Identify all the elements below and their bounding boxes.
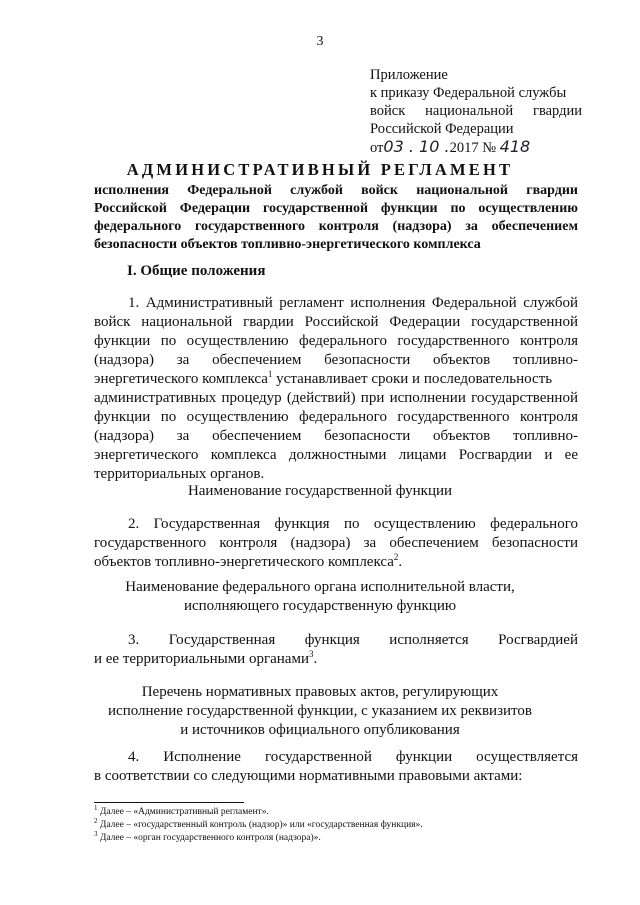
paragraph-line: 2. Государственная функция по осуществлению федерального: [128, 516, 578, 532]
paragraph-line: административных процедур (действий) при исполнении государственной: [94, 390, 578, 406]
subtitle-line: федерального государственного контроля (надзора) за обеспечением: [94, 219, 578, 234]
heading-line: исполняющего государственную функцию: [183, 598, 457, 614]
paragraph-line: энергетического комплекса должностными лицами Росгвардии и ее: [94, 447, 578, 463]
appendix-block: [370, 66, 582, 157]
line-text: и ее территориальными органами: [94, 651, 309, 667]
paragraph-line: государственного контроля (надзора) за обеспечением безопасности: [94, 535, 578, 551]
line-text: объектов топливно-энергетического комплекса: [94, 554, 394, 570]
heading-line: и источников официального опубликования: [180, 722, 460, 738]
paragraph-line: [94, 553, 578, 572]
subtitle-line: безопасности объектов топливно-энергетического комплекса: [94, 237, 481, 252]
paragraph-line: 4. Исполнение государственной функции осуществляется: [128, 749, 578, 765]
footnote-number: 3: [94, 829, 98, 838]
footnote-ref: 2: [393, 552, 399, 562]
date-prefix: от: [370, 140, 384, 156]
appendix-line: к приказу Федеральной службы: [370, 85, 567, 101]
paragraph-line: территориальных органов.: [94, 466, 265, 482]
heading-authority: [0, 578, 640, 616]
document-title: АДМИНИСТРАТИВНЫЙ РЕГЛАМЕНТ: [126, 160, 514, 179]
paragraph-line: 3. Государственная функция исполняется Росгвардией: [128, 632, 578, 648]
footnote-ref: 1: [267, 369, 273, 379]
footnote-number: 2: [94, 816, 98, 825]
footnote-separator: [94, 802, 244, 803]
footnote-number: 1: [94, 803, 98, 812]
date-year: 2017 №: [449, 140, 497, 156]
paragraph-1: [94, 294, 578, 484]
line-tail: устанавливает сроки и последовательность: [276, 371, 553, 387]
heading-line: исполнение государственной функции, с указанием их реквизитов: [108, 703, 532, 719]
footnote: [94, 829, 321, 844]
appendix-line: Российской Федерации: [370, 121, 514, 137]
heading-function-name: Наименование государственной функции: [187, 483, 453, 499]
page-number: 3: [316, 34, 324, 49]
appendix-line: Приложение: [370, 67, 448, 83]
paragraph-4: [94, 748, 578, 786]
paragraph-line: (надзора) за обеспечением безопасности объектов топливно-: [94, 352, 578, 368]
appendix-line: войск национальной гвардии: [370, 103, 582, 119]
handwritten-date: 03 . 10 .: [383, 137, 450, 156]
footnote-ref: 3: [308, 649, 314, 659]
footnote-text: Далее – «государственный контроль (надзор)» или «государственная функция».: [99, 820, 423, 830]
line-end: .: [398, 554, 403, 570]
footnote-text: Далее – «Административный регламент».: [99, 807, 269, 817]
subtitle-line: исполнения Федеральной службой войск национальной гвардии: [94, 183, 578, 198]
heading-line: Перечень нормативных правовых актов, регулирующих: [141, 684, 499, 700]
appendix-date-line: [370, 138, 582, 157]
paragraph-line: 1. Административный регламент исполнения Федеральной службой: [128, 295, 578, 311]
subtitle-line: Российской Федерации государственной функции по осуществлению: [94, 201, 578, 216]
paragraph-line: [94, 650, 578, 669]
paragraph-line: [94, 370, 578, 389]
line-head: энергетического комплекса: [94, 371, 268, 387]
paragraph-line: функции по осуществлению федерального государственного контроля: [94, 409, 578, 425]
paragraph-line: (надзора) за обеспечением безопасности объектов топливно-: [94, 428, 578, 444]
paragraph-3: [94, 631, 578, 669]
section-heading: I. Общие положения: [127, 263, 266, 279]
heading-line: Наименование федерального органа исполнительной власти,: [125, 579, 515, 595]
heading-legal-acts: [0, 683, 640, 740]
paragraph-line: войск национальной гвардии Российской Федерации государственной: [94, 314, 578, 330]
paragraph-2: [94, 515, 578, 572]
paragraph-line: в соответствии со следующими нормативными правовыми актами:: [94, 768, 523, 784]
line-end: .: [313, 651, 318, 667]
footnote: [94, 803, 269, 818]
handwritten-order-number: 418: [499, 137, 531, 156]
footnote: [94, 816, 423, 831]
footnote-text: Далее – «орган государственного контроля (надзора)».: [99, 833, 321, 843]
paragraph-line: функции по осуществлению федерального государственного контроля: [94, 333, 578, 349]
document-subtitle: [94, 182, 578, 254]
